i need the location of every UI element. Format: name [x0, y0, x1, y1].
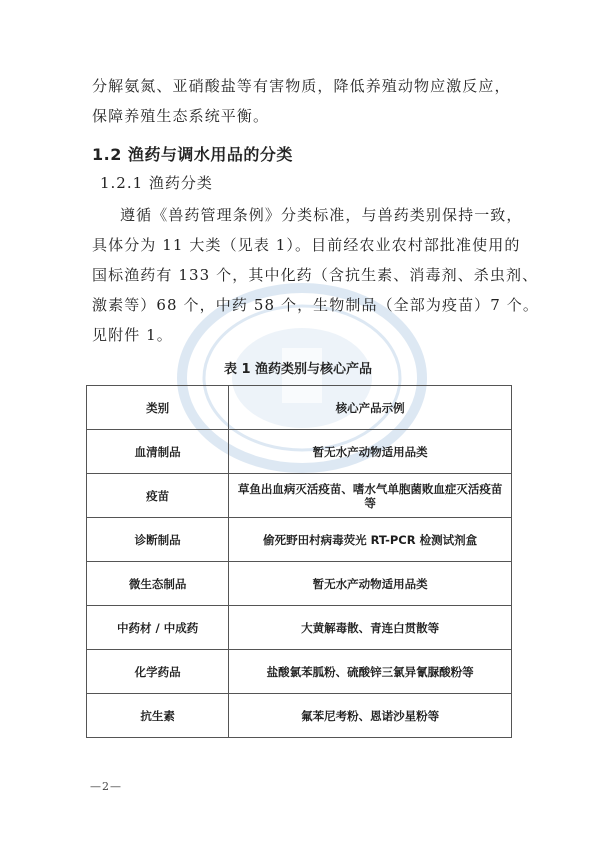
- section-heading: 1.2 渔药与调水用品的分类: [92, 145, 293, 164]
- cell-category: 血清制品: [87, 430, 229, 474]
- cell-category: 微生态制品: [87, 562, 229, 606]
- cell-products: 氟苯尼考粉、恩诺沙星粉等: [229, 694, 512, 738]
- subsection-heading: 1.2.1 渔药分类: [100, 174, 213, 192]
- paragraph-main-line-2: 具体分为 11 大类（见表 1）。目前经农业农村部批准使用的: [92, 236, 521, 254]
- cell-products: 草鱼出血病灭活疫苗、嗜水气单胞菌败血症灭活疫苗等: [229, 474, 512, 518]
- paragraph-main-line-5: 见附件 1。: [92, 326, 173, 344]
- paragraph-main-line-1: 遵循《兽药管理条例》分类标准，与兽药类别保持一致，: [120, 206, 523, 224]
- table-row: [87, 606, 512, 650]
- table-row: [87, 562, 512, 606]
- paragraph-main-line-4: 激素等）68 个，中药 58 个，生物制品（全部为疫苗）7 个。: [92, 296, 539, 314]
- page-number: —2—: [90, 780, 122, 793]
- cell-category: 抗生素: [87, 694, 229, 738]
- cell-products: 大黄解毒散、青连白贯散等: [229, 606, 512, 650]
- table-row: [87, 430, 512, 474]
- table-row: [87, 694, 512, 738]
- drug-category-table: [86, 385, 512, 738]
- table-row: [87, 650, 512, 694]
- paragraph-main-line-3: 国标渔药有 133 个，其中化药（含抗生素、消毒剂、杀虫剂、: [92, 266, 539, 284]
- header-category: 类别: [87, 386, 229, 430]
- table-caption: 表 1 渔药类别与核心产品: [223, 362, 373, 377]
- table-header-row: [87, 386, 512, 430]
- cell-category: 化学药品: [87, 650, 229, 694]
- cell-products: 暂无水产动物适用品类: [229, 430, 512, 474]
- cell-products: 盐酸氯苯胍粉、硫酸锌三氯异氰脲酸粉等: [229, 650, 512, 694]
- table-row: [87, 474, 512, 518]
- cell-category: 诊断制品: [87, 518, 229, 562]
- cell-products: 偷死野田村病毒荧光 RT-PCR 检测试剂盒: [229, 518, 512, 562]
- cell-category: 疫苗: [87, 474, 229, 518]
- table-row: [87, 518, 512, 562]
- paragraph-top-line-1: 分解氨氮、亚硝酸盐等有害物质，降低养殖动物应激反应，: [92, 77, 511, 95]
- cell-products: 暂无水产动物适用品类: [229, 562, 512, 606]
- header-products: 核心产品示例: [229, 386, 512, 430]
- cell-category: 中药材 / 中成药: [87, 606, 229, 650]
- paragraph-top-line-2: 保障养殖生态系统平衡。: [92, 107, 270, 125]
